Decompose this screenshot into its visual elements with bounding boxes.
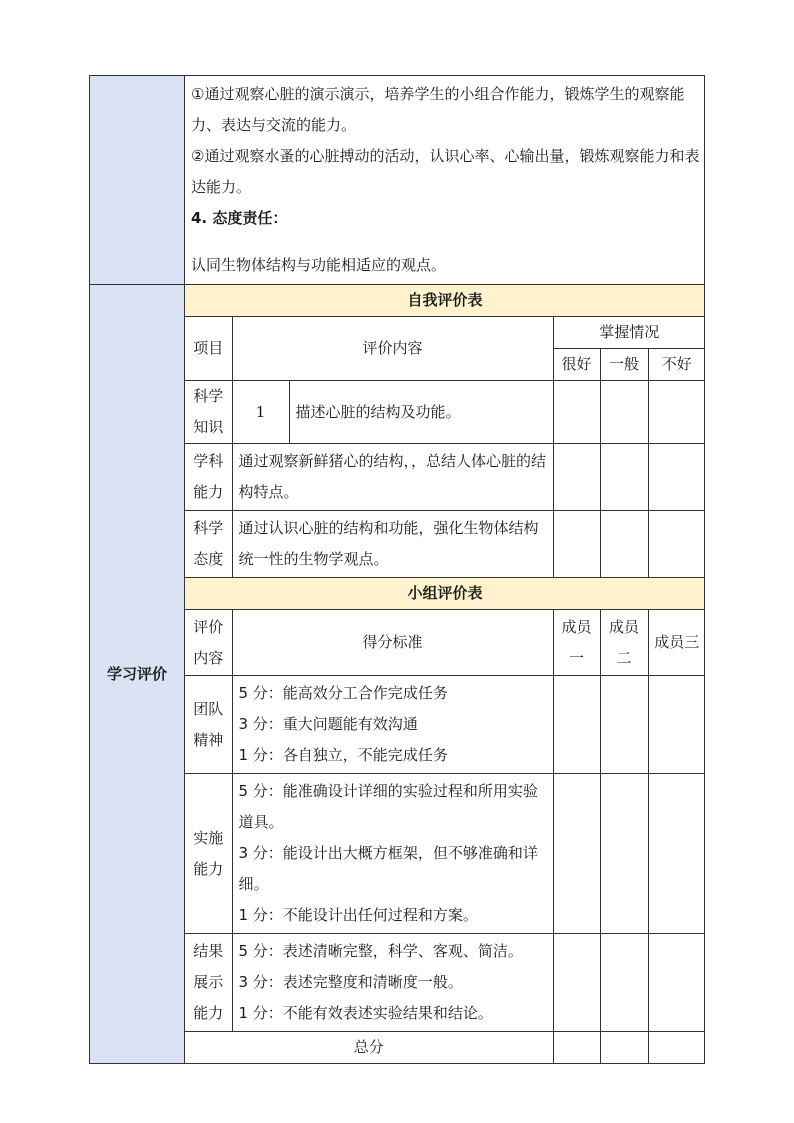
document-page: [89, 75, 704, 1064]
level-very-good: 很好: [553, 349, 600, 381]
group-eval-title: 小组评价表: [185, 578, 705, 610]
row-number: 1: [232, 381, 289, 444]
total-cell[interactable]: [648, 1032, 705, 1064]
row-label-science-knowledge: 科学知识: [185, 381, 232, 444]
self-eval-col-mastery: 掌握情况: [553, 317, 705, 349]
criterion: 5 分：表述清晰完整，科学、客观、简洁。: [238, 942, 523, 960]
side-label-learning-eval: 学习评价: [90, 285, 185, 1064]
evaluation-table: [185, 285, 705, 1063]
side-cell-top: [90, 76, 185, 285]
rating-cell[interactable]: [600, 511, 648, 578]
level-poor: 不好: [648, 349, 705, 381]
row-label-science-attitude: 科学态度: [185, 511, 232, 578]
score-cell[interactable]: [600, 934, 648, 1032]
score-cell[interactable]: [648, 676, 705, 774]
total-score-label: 总分: [185, 1032, 553, 1064]
row-text-science-knowledge: 描述心脏的结构及功能。: [289, 381, 553, 444]
score-cell[interactable]: [553, 774, 600, 934]
rating-cell[interactable]: [648, 381, 705, 444]
rating-cell[interactable]: [553, 381, 600, 444]
outer-table: [89, 75, 705, 1064]
self-eval-title: 自我评价表: [185, 285, 705, 317]
score-cell[interactable]: [648, 934, 705, 1032]
criteria-implementation: [232, 774, 553, 934]
score-cell[interactable]: [553, 934, 600, 1032]
criterion: 3 分：表述完整度和清晰度一般。: [238, 973, 463, 991]
row-text-science-attitude: 通过认识心脏的结构和功能，强化生物体结构统一性的生物学观点。: [232, 511, 553, 578]
member-three: 成员三: [648, 610, 705, 676]
group-eval-col-item: 评价内容: [185, 610, 232, 676]
rating-cell[interactable]: [600, 381, 648, 444]
total-cell[interactable]: [600, 1032, 648, 1064]
row-label-team-spirit: 团队精神: [185, 676, 232, 774]
score-cell[interactable]: [648, 774, 705, 934]
rating-cell[interactable]: [553, 511, 600, 578]
self-eval-col-item: 项目: [185, 317, 232, 381]
member-one: 成员一: [553, 610, 600, 676]
criterion: 5 分：能高效分工合作完成任务: [238, 684, 448, 702]
objectives-cell: [185, 76, 705, 285]
row-label-result-display: 结果展示能力: [185, 934, 232, 1032]
total-cell[interactable]: [553, 1032, 600, 1064]
rating-cell[interactable]: [553, 444, 600, 511]
objective-line-2: ②通过观察水蚤的心脏搏动的活动，认识心率、心输出量，锻炼观察能力和表达能力。: [191, 147, 700, 196]
criterion: 1 分：不能有效表述实验结果和结论。: [238, 1004, 493, 1022]
group-eval-col-standard: 得分标准: [232, 610, 553, 676]
row-label-subject-ability: 学科能力: [185, 444, 232, 511]
row-text-subject-ability: 通过观察新鲜猪心的结构，，总结人体心脏的结构特点。: [232, 444, 553, 511]
score-cell[interactable]: [600, 774, 648, 934]
criteria-result-display: [232, 934, 553, 1032]
self-eval-col-content: 评价内容: [232, 317, 553, 381]
evaluation-area: [185, 285, 705, 1064]
row-label-implementation: 实施能力: [185, 774, 232, 934]
attitude-heading: 4. 态度责任：: [191, 209, 288, 227]
criterion: 3 分：重大问题能有效沟通: [238, 715, 418, 733]
objective-line-1: ①通过观察心脏的演示演示，培养学生的小组合作能力，锻炼学生的观察能力、表达与交流的能力。: [191, 85, 685, 134]
criterion: 1 分：各自独立，不能完成任务: [238, 746, 448, 764]
rating-cell[interactable]: [648, 444, 705, 511]
score-cell[interactable]: [553, 676, 600, 774]
rating-cell[interactable]: [648, 511, 705, 578]
criterion: 5 分：能准确设计详细的实验过程和所用实验道具。: [238, 782, 538, 831]
score-cell[interactable]: [600, 676, 648, 774]
criterion: 1 分：不能设计出任何过程和方案。: [238, 906, 478, 924]
rating-cell[interactable]: [600, 444, 648, 511]
attitude-statement: 认同生物体结构与功能相适应的观点。: [191, 256, 447, 274]
criterion: 3 分：能设计出大概方框架，但不够准确和详细。: [238, 844, 538, 893]
criteria-team-spirit: [232, 676, 553, 774]
member-two: 成员二: [600, 610, 648, 676]
level-average: 一般: [600, 349, 648, 381]
